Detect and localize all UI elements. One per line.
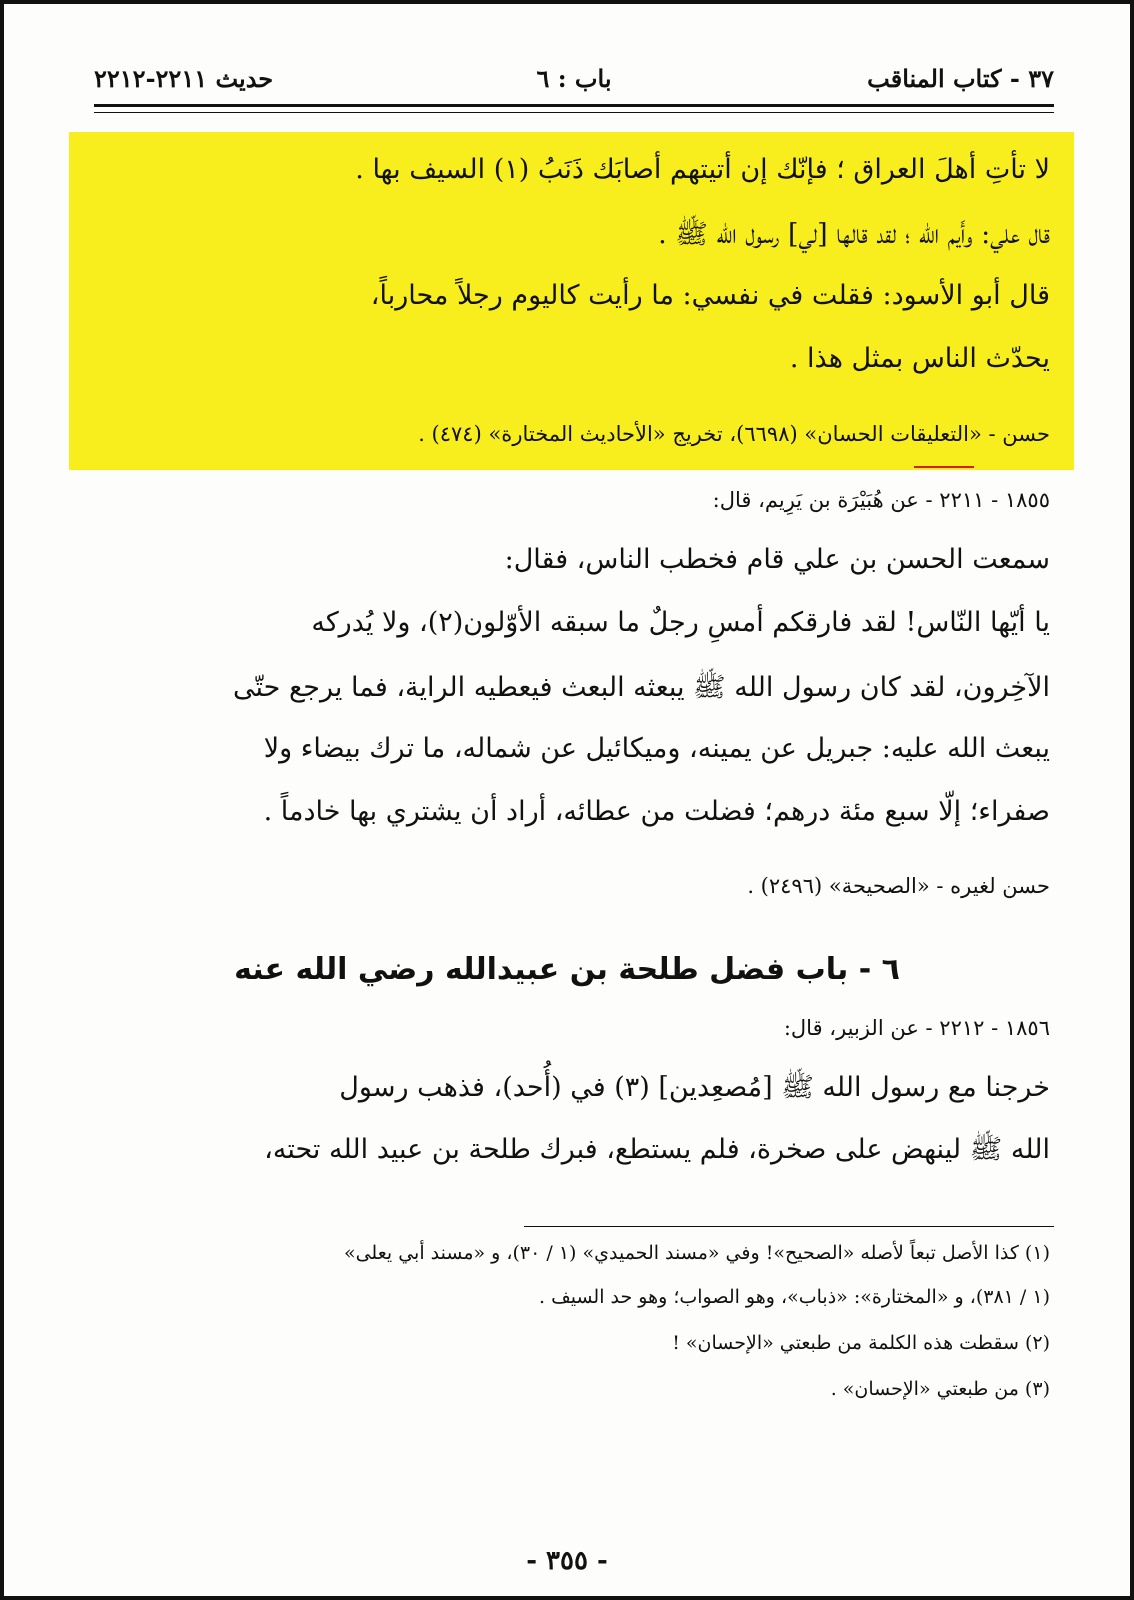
footnote-1-line-1: (١) كذا الأصل تبعاً لأصله «الصحيح»! وفي «مسند الحميدي» (١ / ٣٠)، و «مسند أبي يعلى» (343, 1242, 1050, 1264)
hadith-range: حديث ٢٢١١-٢٢١٢ (94, 64, 274, 93)
hadith-1855-line-1: سمعت الحسن بن علي قام فخطب الناس، فقال: (504, 544, 1050, 575)
footnote-1-line-2: (١ / ٣٨١)، و «المختارة»: «ذباب»، وهو الصواب؛ وهو حد السيف . (538, 1286, 1050, 1308)
highlight-line-1: لا تأتِ أهلَ العراق ؛ فإنّك إن أتيتهم أصابَك ذَنَبُ (١) السيف بها . (355, 154, 1050, 185)
running-header (94, 64, 1054, 100)
grade-underline (914, 466, 974, 468)
footnote-2: (٢) سقطت هذه الكلمة من طبعتي «الإحسان» ! (672, 1332, 1050, 1354)
header-rule-thin (94, 112, 1054, 113)
footnote-3: (٣) من طبعتي «الإحسان» . (830, 1378, 1050, 1400)
hadith-1855-line-3: الآخِرون، لقد كان رسول الله ﷺ يبعثه البعث فيعطيه الراية، فما يرجع حتّى (233, 672, 1050, 703)
header-rule-thick (94, 104, 1054, 107)
footnote-rule (524, 1226, 1054, 1227)
chapter-title: ٦ - باب فضل طلحة بن عبيدالله رضي الله عنه (234, 952, 900, 987)
page-number: - ٣٥٥ - (526, 1546, 608, 1576)
chapter-number: باب : ٦ (536, 64, 612, 93)
hadith-1856-line-1: خرجنا مع رسول الله ﷺ [مُصعِدين] (٣) في (أُحد)، فذهب رسول (339, 1072, 1050, 1103)
hadith-1856-line-2: الله ﷺ لينهض على صخرة، فلم يستطع، فبرك طلحة بن عبيد الله تحته، (264, 1134, 1050, 1165)
hadith-1856-number: ١٨٥٦ - ٢٢١٢ - عن الزبير، قال: (783, 1016, 1050, 1040)
highlight-line-3: قال أبو الأسود: فقلت في نفسي: ما رأيت كاليوم رجلاً محارباً، (370, 280, 1050, 311)
hadith-1855-grade: حسن لغيره - «الصحيحة» (٢٤٩٦) . (747, 874, 1050, 898)
highlight-line-4: يحدّث الناس بمثل هذا . (789, 343, 1050, 374)
highlight-line-2: قال علي: وأَيم الله ؛ لقد قالها [لي] رسول الله ﷺ . (658, 219, 1050, 250)
hadith-1855-line-5: صفراء؛ إلّا سبع مئة درهم؛ فضلت من عطائه، أراد أن يشتري بها خادماً . (263, 796, 1050, 827)
hadith-1855-line-4: يبعث الله عليه: جبريل عن يمينه، وميكائيل عن شماله، ما ترك بيضاء ولا (263, 733, 1050, 764)
hadith-1855-line-2: يا أيّها النّاس! لقد فارقكم أمسِ رجلٌ ما سبقه الأوّلون(٢)، ولا يُدركه (311, 607, 1050, 638)
book-section-title: ٣٧ - كتاب المناقب (867, 64, 1054, 93)
hadith-1855-number: ١٨٥٥ - ٢٢١١ - عن هُبَيْرَة بن يَرِيم، قال: (712, 488, 1050, 512)
highlight-grade: حسن - «التعليقات الحسان» (٦٦٩٨)، تخريج «الأحاديث المختارة» (٤٧٤) . (418, 422, 1050, 446)
